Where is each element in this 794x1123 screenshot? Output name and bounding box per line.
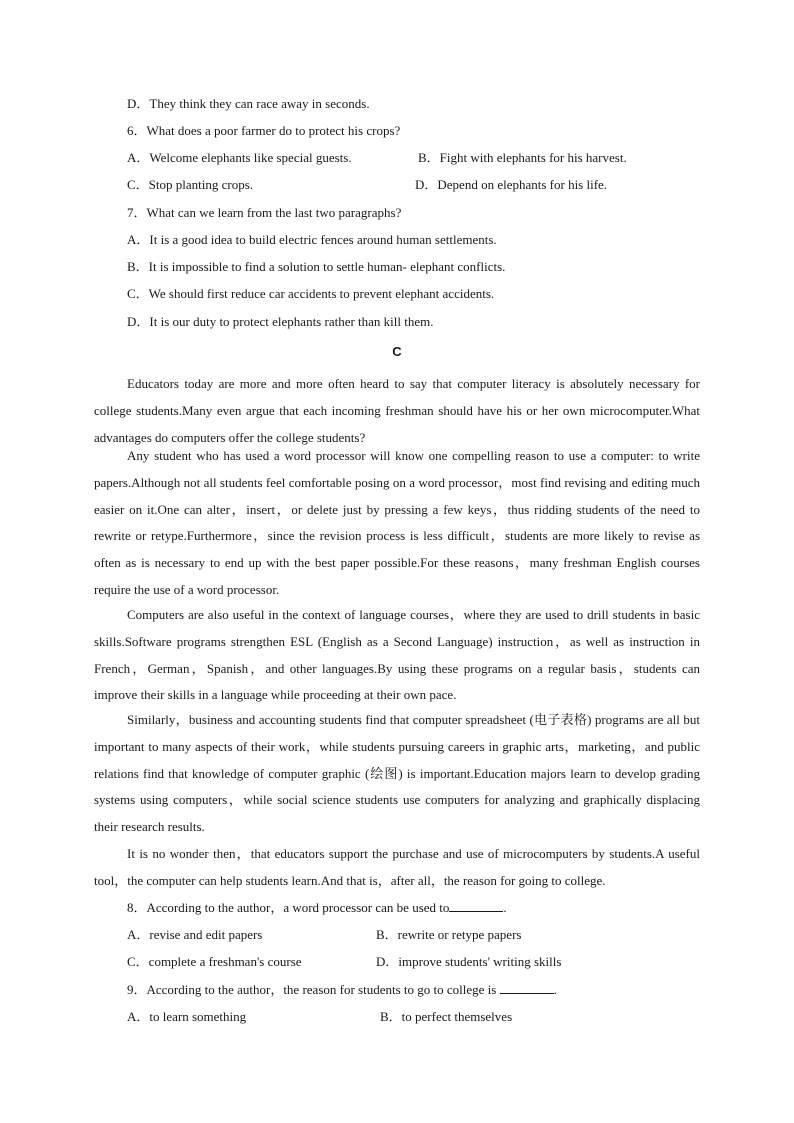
section-c-title: C	[392, 344, 402, 359]
q8-question	[127, 899, 507, 917]
q9-option-b: B．to perfect themselves	[380, 1009, 513, 1024]
q9-question-text: 9．According to the author，the reason for students to go to college is	[127, 982, 497, 997]
q6-question: 6．What does a poor farmer do to protect his crops?	[127, 123, 401, 138]
q7-option-a: A．It is a good idea to build electric fences around human settlements.	[127, 232, 497, 247]
q6-option-a: A．Welcome elephants like special guests.	[127, 150, 352, 165]
q8-option-c: C．complete a freshman's course	[127, 954, 302, 969]
passage-paragraph-1: Educators today are more and more often heard to say that computer literacy is absolutely necessary for college students.Many even argue that each incoming freshman should have his or her own microcomputer.What advantages do computers offer the college students?	[94, 376, 700, 445]
q8-answer-blank	[449, 899, 503, 912]
q8-option-b: B．rewrite or retype papers	[376, 927, 522, 942]
passage-paragraph-5: It is no wonder then，that educators support the purchase and use of microcomputers by students.A useful tool，the computer can help students learn.And that is，after all，the reason for going to college.	[94, 846, 700, 888]
q6-option-d: D．Depend on elephants for his life.	[415, 177, 608, 192]
q8-question-end: .	[503, 900, 507, 915]
q8-question-text: 8．According to the author，a word processor can be used to	[127, 900, 450, 915]
passage-paragraph-2: Any student who has used a word processor will know one compelling reason to use a computer: to write papers.Although not all students feel comfortable posing on a word processor，most find revising and editing much easier on it.One can alter，insert，or delete just by pressing a few keys，thus ridding students of the need to rewrite or retype.Furthermore，since the revision process is less difficult，students are more likely to revise as often as is necessary to end up with the best paper possible.For these reasons，many freshman English courses require the use of a word processor.	[94, 448, 700, 597]
q9-option-a: A．to learn something	[127, 1009, 247, 1024]
passage-paragraph-4: Similarly，business and accounting students find that computer spreadsheet (电子表格) programs are all but important to many aspects of their work，while students pursuing careers in graphic arts，marketing，and public relations find that knowledge of computer graphic (绘图) is important.Education majors learn to develop grading systems using computers，while social science students use computers for analyzing and graphically displacing their research results.	[94, 712, 700, 835]
q7-question: 7．What can we learn from the last two paragraphs?	[127, 205, 402, 220]
q5-option-d: D．They think they can race away in seconds.	[127, 96, 370, 111]
q9-answer-blank	[500, 981, 554, 994]
q8-option-d: D．improve students' writing skills	[376, 954, 562, 969]
passage-paragraph-3: Computers are also useful in the context of language courses，where they are used to drill students in basic skills.Software programs strengthen ESL (English as a Second Language) instruction，as well as instruction in French，German，Spanish，and other languages.By using these programs on a regular basis，students can improve their skills in a language while proceeding at their own pace.	[94, 607, 700, 703]
q7-option-b: B．It is impossible to find a solution to settle human- elephant conflicts.	[127, 259, 506, 274]
q6-option-c: C．Stop planting crops.	[127, 177, 254, 192]
q9-question-end: .	[553, 982, 557, 997]
q9-question	[127, 981, 557, 999]
q7-option-d: D．It is our duty to protect elephants rather than kill them.	[127, 314, 434, 329]
q8-option-a: A．revise and edit papers	[127, 927, 263, 942]
q6-option-b: B．Fight with elephants for his harvest.	[418, 150, 627, 165]
q7-option-c: C．We should first reduce car accidents to prevent elephant accidents.	[127, 286, 495, 301]
